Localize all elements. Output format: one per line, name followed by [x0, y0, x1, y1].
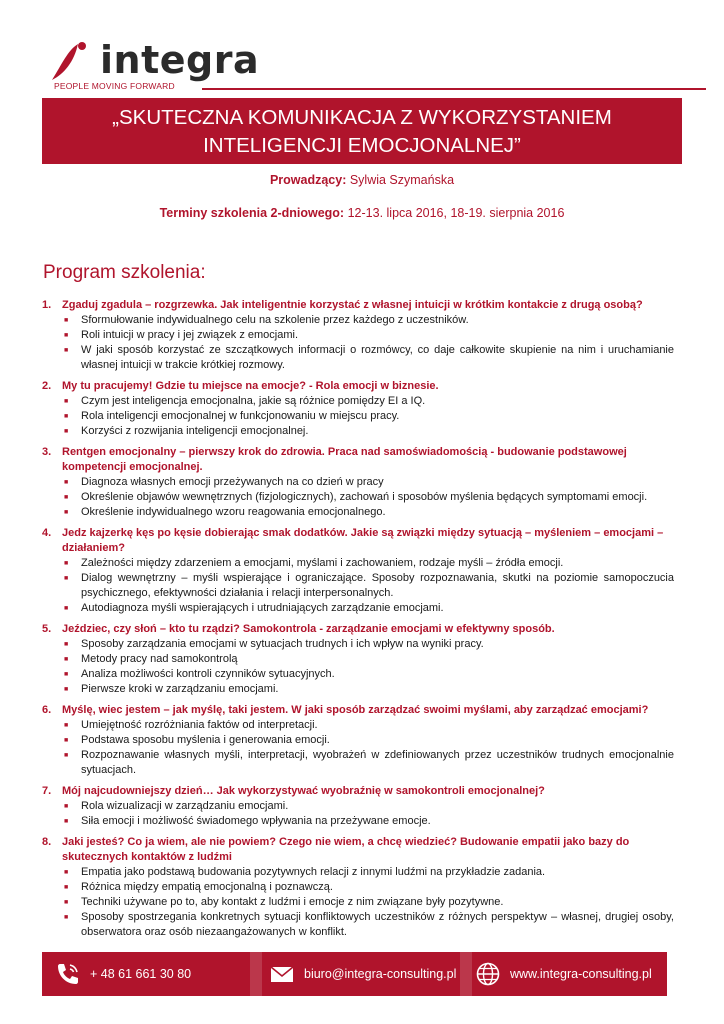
dates-value: 12-13. lipca 2016, 18-19. sierpnia 2016	[347, 206, 565, 220]
square-bullet-icon: ■	[64, 722, 69, 729]
bullet-text: Sposoby zarządzania emocjami w sytuacjach trudnych i ich wpływ na wyniki pracy.	[81, 638, 484, 650]
phone-number: + 48 61 661 30 80	[90, 967, 192, 981]
bullet-text: Korzyści z rozwijania inteligencji emocjonalnej.	[81, 425, 309, 437]
list-item	[62, 490, 674, 505]
email-address: biuro@integra-consulting.pl	[304, 967, 457, 981]
footer-separator	[250, 952, 262, 996]
square-bullet-icon: ■	[64, 494, 69, 501]
program-section	[42, 298, 674, 373]
square-bullet-icon: ■	[64, 317, 69, 324]
square-bullet-icon: ■	[64, 413, 69, 420]
trainer-line	[0, 173, 724, 187]
bullet-text: Podstawa sposobu myślenia i generowania emocji.	[81, 734, 330, 746]
header	[40, 32, 680, 94]
program-section	[42, 703, 674, 778]
section-heading	[42, 703, 674, 718]
list-item	[62, 571, 674, 601]
list-item	[62, 667, 674, 682]
list-item	[62, 409, 674, 424]
bullet-text: Czym jest inteligencja emocjonalna, jakie są różnice pomiędzy EI a IQ.	[81, 395, 426, 407]
program-section	[42, 526, 674, 616]
bullet-list	[42, 865, 674, 940]
bullet-list	[42, 799, 674, 829]
website-url: www.integra-consulting.pl	[510, 967, 652, 981]
square-bullet-icon: ■	[64, 656, 69, 663]
bullet-list	[42, 637, 674, 697]
square-bullet-icon: ■	[64, 737, 69, 744]
logo-swoosh-icon	[48, 40, 88, 84]
square-bullet-icon: ■	[64, 332, 69, 339]
square-bullet-icon: ■	[64, 398, 69, 405]
bullet-text: Analiza możliwości kontroli czynników sytuacyjnych.	[81, 668, 335, 680]
bullet-list	[42, 475, 674, 520]
section-heading	[42, 298, 674, 313]
square-bullet-icon: ■	[64, 671, 69, 678]
bullet-list	[42, 556, 674, 616]
bullet-text: Umiejętność rozróżniania faktów od interpretacji.	[81, 719, 318, 731]
section-heading	[42, 622, 674, 637]
footer-phone[interactable]	[54, 952, 191, 996]
list-item	[62, 601, 674, 616]
bullet-text: W jaki sposób korzystać ze szczątkowych informacji o rozmówcy, co daje całkowite skupienie na nim i uruchamianie własnej intuicji w trakcie krótkiej rozmowy.	[81, 344, 674, 371]
list-item	[62, 865, 674, 880]
bullet-text: Rola inteligencji emocjonalnej w funkcjonowaniu w miejscu pracy.	[81, 410, 400, 422]
section-title: Myślę, wiec jestem – jak myślę, taki jestem. W jaki sposób zarządzać swoimi myślami, aby zarządzać emocjami?	[62, 704, 649, 716]
trainer-label: Prowadzący:	[269, 173, 347, 187]
list-item	[62, 748, 674, 778]
dates-label: Terminy szkolenia 2-dniowego:	[159, 206, 345, 220]
section-number: 5.	[42, 623, 52, 635]
list-item	[62, 505, 674, 520]
section-heading	[42, 379, 674, 394]
program-section	[42, 784, 674, 829]
bullet-text: Różnica między empatią emocjonalną i poznawczą.	[81, 881, 333, 893]
bullet-text: Diagnoza własnych emocji przeżywanych na co dzień w pracy	[81, 476, 384, 488]
square-bullet-icon: ■	[64, 428, 69, 435]
bullet-text: Rola wizualizacji w zarządzaniu emocjami.	[81, 800, 289, 812]
bullet-text: Techniki używane po to, aby kontakt z ludźmi i emocje z nim związane były pozytywne.	[81, 896, 504, 908]
bullet-text: Pierwsze kroki w zarządzaniu emocjami.	[81, 683, 279, 695]
list-item	[62, 475, 674, 490]
footer-email[interactable]	[268, 952, 456, 996]
section-title: Jedz kajzerkę kęs po kęsie dobierając smak dodatków. Jakie są związki między sytuacją – myśleniem – emocjami – działaniem?	[62, 527, 664, 554]
bullet-text: Metody pracy nad samokontrolą	[81, 653, 238, 665]
bullet-text: Określenie objawów wewnętrznych (fizjologicznych), zachowań i sposobów myślenia będących symptomami emocji.	[81, 491, 648, 503]
title-line-1: „SKUTECZNA KOMUNIKACJA Z WYKORZYSTANIEM	[112, 106, 612, 129]
list-item	[62, 718, 674, 733]
section-number: 2.	[42, 380, 52, 392]
square-bullet-icon: ■	[64, 869, 69, 876]
logo-tagline: PEOPLE MOVING FORWARD	[54, 81, 175, 91]
square-bullet-icon: ■	[64, 803, 69, 810]
bullet-list	[42, 718, 674, 778]
footer-separator	[460, 952, 472, 996]
section-title: My tu pracujemy! Gdzie tu miejsce na emocje? - Rola emocji w biznesie.	[62, 380, 439, 392]
section-title: Zgaduj zgadula – rozgrzewka. Jak inteligentnie korzystać z własnej intuicji w krótkim kontakcie z drugą osobą?	[62, 299, 643, 311]
list-item	[62, 910, 674, 940]
section-number: 4.	[42, 527, 52, 539]
square-bullet-icon: ■	[64, 899, 69, 906]
list-item	[62, 424, 674, 439]
program-heading: Program szkolenia:	[43, 262, 206, 283]
section-number: 6.	[42, 704, 52, 716]
list-item	[62, 880, 674, 895]
section-number: 7.	[42, 785, 52, 797]
program-section	[42, 622, 674, 697]
list-item	[62, 733, 674, 748]
bullet-text: Dialog wewnętrzny – myśli wspierające i ograniczające. Sposoby rozpoznawania, skutki na poziomie samopoczucia psychicznego, efektywności działania i relacji interpersonalnych.	[81, 572, 674, 599]
square-bullet-icon: ■	[64, 884, 69, 891]
section-number: 1.	[42, 299, 52, 311]
square-bullet-icon: ■	[64, 509, 69, 516]
square-bullet-icon: ■	[64, 686, 69, 693]
envelope-icon	[268, 960, 296, 988]
list-item	[62, 313, 674, 328]
section-title: Rentgen emocjonalny – pierwszy krok do zdrowia. Praca nad samoświadomością - budowanie podstawowej kompetencji emocjonalnej.	[62, 446, 627, 473]
dates-line	[0, 206, 724, 220]
square-bullet-icon: ■	[64, 605, 69, 612]
title-line-2: INTELIGENCJI EMOCJONALNEJ”	[203, 134, 521, 157]
title-banner	[42, 98, 682, 164]
program-section	[42, 379, 674, 439]
section-title: Jaki jesteś? Co ja wiem, ale nie powiem? Czego nie wiem, a chcę wiedzieć? Budowanie empatii jako bazy do skutecznych kontaktów z ludźmi	[62, 836, 630, 863]
program-section	[42, 835, 674, 940]
square-bullet-icon: ■	[64, 752, 69, 759]
list-item	[62, 637, 674, 652]
footer-website[interactable]	[474, 952, 652, 996]
trainer-name: Sylwia Szymańska	[349, 173, 455, 187]
program-section	[42, 445, 674, 520]
logo-wordmark: integra	[100, 38, 260, 82]
header-divider	[202, 88, 706, 90]
bullet-text: Zależności między zdarzeniem a emocjami, myślami i zachowaniem, rodzaje myśli – źródła emocji.	[81, 557, 564, 569]
bullet-text: Rozpoznawanie własnych myśli, interpretacji, wyobrażeń w zdefiniowanych przez uczestników trudnych emocjonalnie sytuacjach.	[81, 749, 674, 776]
list-item	[62, 394, 674, 409]
bullet-text: Empatia jako podstawą budowania pozytywnych relacji z innymi ludźmi na przykładzie zadania.	[81, 866, 546, 878]
phone-icon	[54, 960, 82, 988]
square-bullet-icon: ■	[64, 575, 69, 582]
bullet-text: Sformułowanie indywidualnego celu na szkolenie przez każdego z uczestników.	[81, 314, 469, 326]
list-item	[62, 343, 674, 373]
section-heading	[42, 526, 674, 556]
list-item	[62, 814, 674, 829]
section-heading	[42, 784, 674, 799]
list-item	[62, 652, 674, 667]
bullet-text: Siła emocji i możliwość świadomego wpływania na przeżywane emocje.	[81, 815, 431, 827]
program-list	[42, 298, 674, 946]
square-bullet-icon: ■	[64, 641, 69, 648]
list-item	[62, 328, 674, 343]
bullet-text: Autodiagnoza myśli wspierających i utrudniających zarządzanie emocjami.	[81, 602, 444, 614]
section-number: 8.	[42, 836, 52, 848]
section-title: Mój najcudowniejszy dzień… Jak wykorzystywać wyobraźnię w samokontroli emocjonalnej?	[62, 785, 545, 797]
section-number: 3.	[42, 446, 52, 458]
bullet-list	[42, 313, 674, 373]
list-item	[62, 895, 674, 910]
square-bullet-icon: ■	[64, 479, 69, 486]
footer-contact-bar	[42, 952, 667, 996]
square-bullet-icon: ■	[64, 347, 69, 354]
list-item	[62, 799, 674, 814]
square-bullet-icon: ■	[64, 560, 69, 567]
section-title: Jeździec, czy słoń – kto tu rządzi? Samokontrola - zarządzanie emocjami w efektywny sposób.	[62, 623, 555, 635]
list-item	[62, 682, 674, 697]
square-bullet-icon: ■	[64, 914, 69, 921]
section-heading	[42, 835, 674, 865]
list-item	[62, 556, 674, 571]
bullet-text: Określenie indywidualnego wzoru reagowania emocjonalnego.	[81, 506, 386, 518]
bullet-text: Roli intuicji w pracy i jej związek z emocjami.	[81, 329, 299, 341]
square-bullet-icon: ■	[64, 818, 69, 825]
globe-icon	[474, 960, 502, 988]
section-heading	[42, 445, 674, 475]
bullet-text: Sposoby spostrzegania konkretnych sytuacji konfliktowych uczestników z różnych perspektyw – własnej, drugiej osoby, obserwatora oraz osób niezaangażowanych w konflikt.	[81, 911, 674, 938]
bullet-list	[42, 394, 674, 439]
